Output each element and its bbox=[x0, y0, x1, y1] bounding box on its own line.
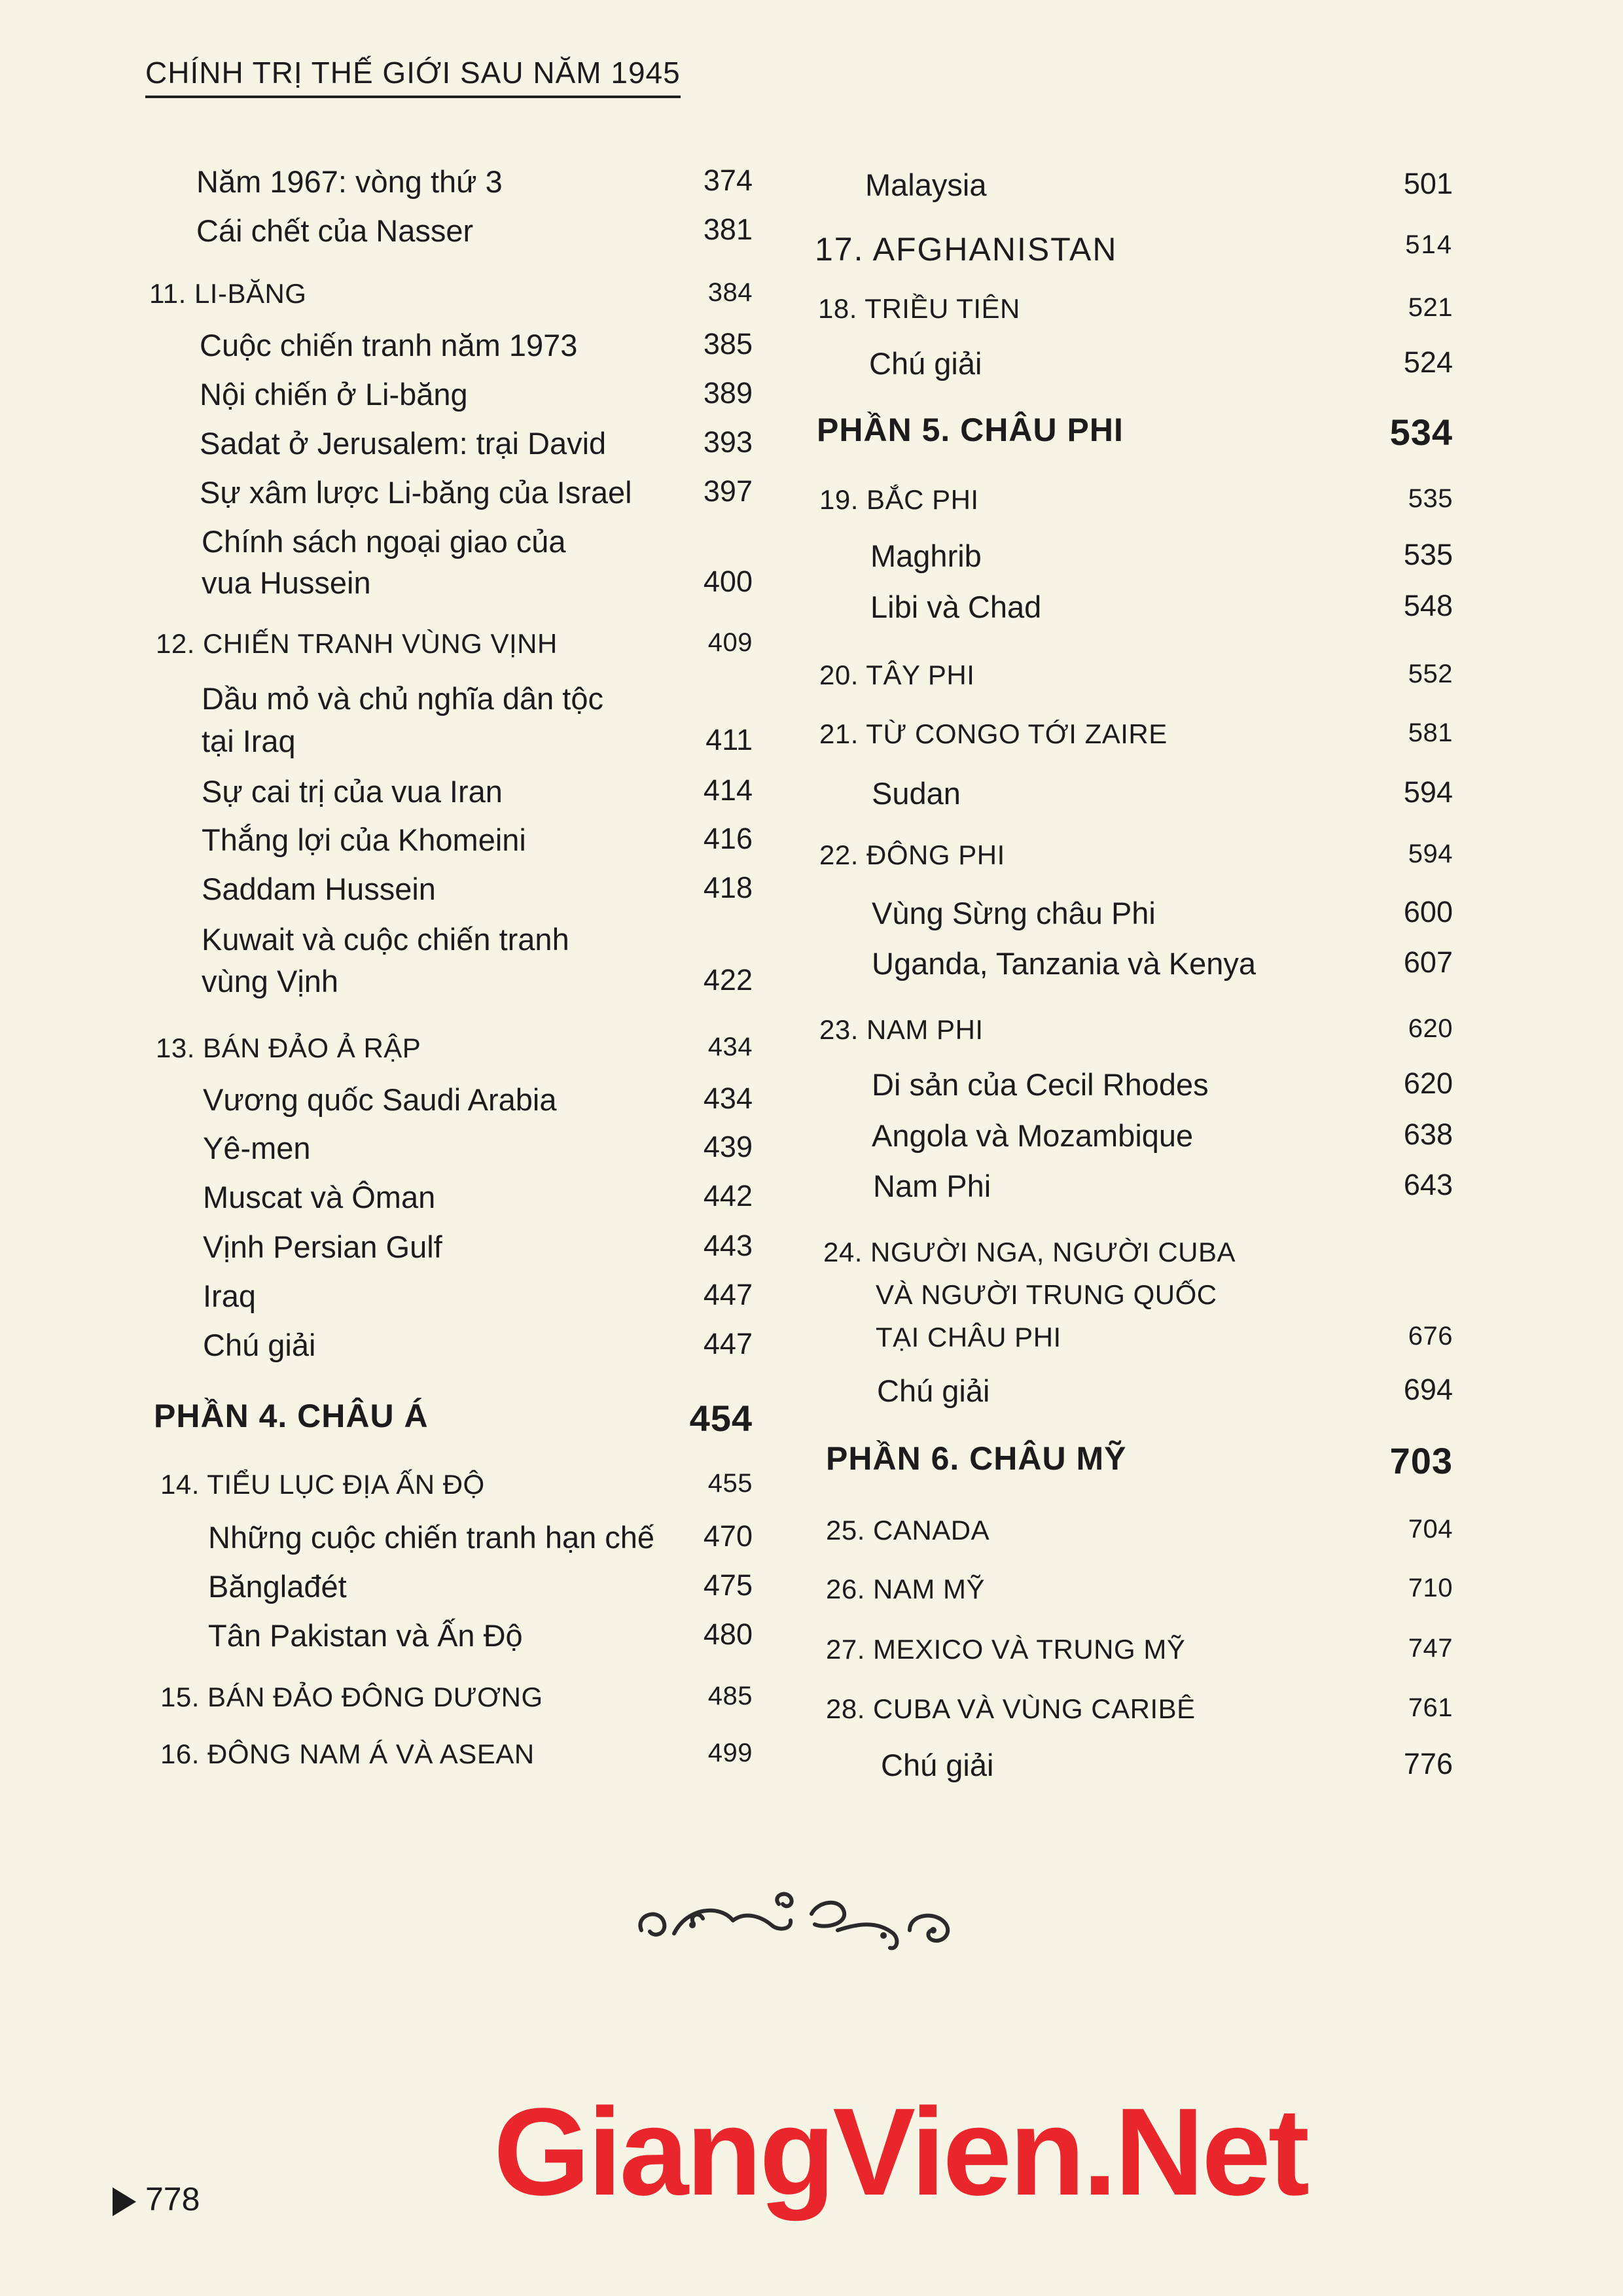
toc-page-number: 581 bbox=[1408, 718, 1453, 747]
toc-entry-title: 24. NGƯỜI NGA, NGƯỜI CUBA bbox=[823, 1237, 1236, 1267]
toc-entry bbox=[203, 1229, 753, 1265]
toc-entry-title: vua Hussein bbox=[202, 565, 371, 600]
toc-entry-title: Vùng Sừng châu Phi bbox=[872, 896, 1156, 930]
toc-entry-title: 25. CANADA bbox=[826, 1515, 990, 1545]
toc-entry-title: 28. CUBA VÀ VÙNG CARIBÊ bbox=[826, 1693, 1196, 1724]
toc-page-number: 409 bbox=[707, 628, 753, 657]
toc-page-number: 704 bbox=[1408, 1515, 1453, 1544]
toc-entry bbox=[208, 1568, 753, 1604]
toc-entry-title: 15. BÁN ĐẢO ĐÔNG DƯƠNG bbox=[160, 1682, 543, 1712]
toc-page-number: 485 bbox=[707, 1682, 753, 1710]
toc-page-number: 594 bbox=[1403, 775, 1453, 809]
toc-entry-title: VÀ NGƯỜI TRUNG QUỐC bbox=[876, 1279, 1217, 1310]
toc-entry bbox=[872, 945, 1453, 981]
toc-entry-title: Năm 1967: vòng thứ 3 bbox=[196, 164, 503, 199]
toc-page-number: 434 bbox=[703, 1082, 753, 1115]
toc-entry bbox=[872, 895, 1453, 931]
toc-entry-title: Kuwait và cuộc chiến tranh bbox=[202, 922, 569, 957]
toc-entry bbox=[202, 565, 753, 601]
decorative-flourish bbox=[622, 1884, 975, 1956]
toc-entry-title: PHẦN 5. CHÂU PHI bbox=[817, 412, 1124, 448]
triangle-icon bbox=[113, 2187, 136, 2216]
toc-page-number: 594 bbox=[1408, 839, 1453, 868]
toc-entry bbox=[881, 1747, 1453, 1783]
toc-entry-title: 12. CHIẾN TRANH VÙNG VỊNH bbox=[156, 628, 558, 659]
toc-chapter bbox=[156, 628, 753, 660]
toc-page-number: 454 bbox=[689, 1398, 753, 1439]
toc-page-number: 694 bbox=[1403, 1373, 1453, 1406]
toc-page-number: 475 bbox=[703, 1568, 753, 1602]
toc-entry-title: 21. TỪ CONGO TỚI ZAIRE bbox=[819, 718, 1168, 749]
toc-entry-title: Chú giải bbox=[203, 1328, 316, 1362]
toc-entry-title: Bănglađét bbox=[208, 1569, 347, 1604]
toc-entry-title: Angola và Mozambique bbox=[872, 1118, 1194, 1153]
toc-entry-title: Vịnh Persian Gulf bbox=[203, 1229, 442, 1264]
toc-entry bbox=[196, 164, 753, 200]
toc-page-number: 600 bbox=[1403, 895, 1453, 928]
toc-page-number: 552 bbox=[1408, 660, 1453, 688]
toc-entry-title: Libi và Chad bbox=[870, 590, 1042, 624]
toc-page-number: 620 bbox=[1403, 1067, 1453, 1100]
toc-chapter bbox=[819, 718, 1453, 750]
toc-page-number: 620 bbox=[1408, 1014, 1453, 1043]
toc-part-heading bbox=[817, 411, 1453, 453]
toc-chapter bbox=[826, 1634, 1453, 1665]
toc-page-number: 710 bbox=[1408, 1574, 1453, 1602]
running-header: CHÍNH TRỊ THẾ GIỚI SAU NĂM 1945 bbox=[145, 55, 681, 98]
toc-entry bbox=[208, 1519, 753, 1555]
toc-entry-title: Sadat ở Jerusalem: trại David bbox=[200, 426, 607, 461]
toc-entry bbox=[869, 345, 1453, 381]
toc-entry-title: 26. NAM MỸ bbox=[826, 1574, 986, 1604]
toc-page-number: 534 bbox=[1389, 412, 1453, 453]
toc-entry bbox=[203, 1327, 753, 1363]
toc-entry-title: Nam Phi bbox=[873, 1169, 991, 1203]
toc-entry bbox=[200, 376, 753, 412]
toc-page-number: 455 bbox=[707, 1469, 753, 1498]
toc-entry bbox=[873, 1168, 1453, 1204]
toc-page-number: 548 bbox=[1403, 589, 1453, 622]
toc-page-number: 703 bbox=[1389, 1440, 1453, 1481]
toc-entry bbox=[203, 1278, 753, 1314]
toc-chapter bbox=[876, 1322, 1453, 1353]
toc-entry bbox=[203, 1082, 753, 1118]
toc-entry-title: Di sản của Cecil Rhodes bbox=[872, 1067, 1209, 1102]
toc-entry-title: Chú giải bbox=[869, 346, 982, 381]
page-number-text: 778 bbox=[145, 2181, 200, 2217]
toc-entry-title: 14. TIỂU LỤC ĐỊA ẤN ĐỘ bbox=[160, 1469, 485, 1500]
toc-entry bbox=[202, 822, 753, 858]
toc-entry bbox=[202, 680, 603, 716]
toc-page-number: 480 bbox=[703, 1617, 753, 1651]
toc-page-number: 524 bbox=[1403, 345, 1453, 379]
toc-page-number: 393 bbox=[703, 425, 753, 459]
toc-page-number: 761 bbox=[1408, 1693, 1453, 1722]
toc-entry-title: Sudan bbox=[872, 776, 961, 811]
toc-entry-title: 20. TÂY PHI bbox=[819, 660, 975, 690]
toc-entry bbox=[872, 1067, 1453, 1103]
toc-entry-title: Chú giải bbox=[877, 1373, 990, 1408]
toc-entry-title: Yê-men bbox=[203, 1131, 311, 1165]
toc-entry-title: Muscat và Ôman bbox=[203, 1180, 436, 1214]
toc-chapter bbox=[819, 660, 1453, 691]
toc-chapter bbox=[876, 1279, 1217, 1311]
toc-page-number: 499 bbox=[707, 1739, 753, 1767]
toc-entry bbox=[202, 963, 753, 999]
toc-entry-title: 17. AFGHANISTAN bbox=[815, 231, 1118, 268]
toc-chapter bbox=[819, 484, 1453, 516]
toc-page-number: 776 bbox=[1403, 1747, 1453, 1780]
toc-entry-title: 27. MEXICO VÀ TRUNG MỸ bbox=[826, 1634, 1186, 1665]
toc-chapter bbox=[815, 230, 1453, 268]
toc-page-number: 447 bbox=[703, 1327, 753, 1360]
toc-entry-title: 19. BẮC PHI bbox=[819, 484, 979, 515]
toc-part-heading bbox=[154, 1397, 753, 1439]
toc-page-number: 411 bbox=[705, 723, 753, 756]
toc-page-number: 470 bbox=[703, 1519, 753, 1553]
toc-entry-title: 23. NAM PHI bbox=[819, 1014, 984, 1045]
toc-entry-title: 11. LI-BĂNG bbox=[149, 278, 307, 309]
toc-entry bbox=[208, 1617, 753, 1653]
toc-chapter bbox=[823, 1237, 1236, 1268]
toc-entry-title: Dầu mỏ và chủ nghĩa dân tộc bbox=[202, 681, 604, 716]
toc-page-number: 443 bbox=[703, 1229, 753, 1262]
toc-chapter bbox=[819, 1014, 1453, 1046]
page-number bbox=[113, 2180, 200, 2218]
toc-entry-title: Uganda, Tanzania và Kenya bbox=[872, 946, 1257, 981]
toc-entry bbox=[200, 425, 753, 461]
toc-page-number: 416 bbox=[703, 822, 753, 855]
toc-entry bbox=[872, 1118, 1453, 1154]
toc-entry-title: 16. ĐÔNG NAM Á VÀ ASEAN bbox=[160, 1739, 535, 1769]
toc-page-number: 447 bbox=[703, 1278, 753, 1311]
toc-page-number: 397 bbox=[703, 474, 753, 508]
toc-entry-title: 13. BÁN ĐẢO Ả RẬP bbox=[156, 1033, 421, 1063]
toc-page-number: 638 bbox=[1403, 1118, 1453, 1151]
toc-page-number: 439 bbox=[703, 1130, 753, 1163]
toc-entry-title: vùng Vịnh bbox=[202, 964, 339, 998]
toc-entry-title: Sự xâm lược Li-băng của Israel bbox=[200, 475, 632, 510]
toc-page-number: 676 bbox=[1408, 1322, 1453, 1351]
toc-page-number: 389 bbox=[703, 376, 753, 410]
toc-chapter bbox=[826, 1693, 1453, 1725]
toc-entry bbox=[865, 167, 1453, 203]
toc-page-number: 643 bbox=[1403, 1168, 1453, 1201]
toc-entry-title: Thắng lợi của Khomeini bbox=[202, 822, 526, 857]
toc-entry bbox=[203, 1179, 753, 1215]
toc-entry-title: Sự cai trị của vua Iran bbox=[202, 774, 503, 809]
toc-chapter bbox=[149, 278, 753, 309]
toc-page-number: 385 bbox=[703, 327, 753, 361]
toc-page-number: 535 bbox=[1403, 538, 1453, 571]
toc-entry-title: 18. TRIỀU TIÊN bbox=[818, 293, 1020, 324]
toc-page-number: 381 bbox=[703, 213, 753, 246]
toc-page-number: 414 bbox=[703, 773, 753, 807]
toc-page-number: 422 bbox=[703, 963, 753, 997]
toc-page-number: 374 bbox=[703, 164, 753, 197]
toc-entry bbox=[196, 213, 753, 249]
toc-entry-title: TẠI CHÂU PHI bbox=[876, 1322, 1061, 1352]
toc-chapter bbox=[156, 1033, 753, 1064]
toc-entry bbox=[870, 589, 1453, 625]
toc-entry bbox=[202, 773, 753, 809]
toc-entry bbox=[200, 474, 753, 510]
toc-page-number: 400 bbox=[703, 565, 753, 598]
toc-entry-title: Saddam Hussein bbox=[202, 872, 436, 906]
toc-entry-title: Chú giải bbox=[881, 1748, 994, 1782]
toc-entry bbox=[872, 775, 1453, 811]
toc-chapter bbox=[160, 1469, 753, 1500]
toc-entry bbox=[200, 327, 753, 363]
toc-entry bbox=[870, 538, 1453, 574]
toc-page-number: 418 bbox=[703, 871, 753, 904]
toc-entry-title: Iraq bbox=[203, 1279, 256, 1313]
toc-entry-title: Những cuộc chiến tranh hạn chế bbox=[208, 1520, 655, 1555]
toc-entry-title: Chính sách ngoại giao của bbox=[202, 524, 566, 559]
toc-entry-title: Maghrib bbox=[870, 539, 982, 573]
toc-entry-title: PHẦN 4. CHÂU Á bbox=[154, 1398, 429, 1434]
toc-entry bbox=[202, 921, 569, 957]
toc-entry bbox=[877, 1373, 1453, 1409]
toc-page-number: 434 bbox=[707, 1033, 753, 1061]
toc-page-number: 607 bbox=[1403, 945, 1453, 979]
toc-page-number: 514 bbox=[1405, 230, 1453, 259]
toc-chapter bbox=[826, 1515, 1453, 1546]
toc-page-number: 521 bbox=[1408, 293, 1453, 322]
toc-page-number: 442 bbox=[703, 1179, 753, 1212]
watermark-logo: GiangVien.Net bbox=[493, 2083, 1308, 2221]
toc-entry-title: Cuộc chiến tranh năm 1973 bbox=[200, 328, 578, 362]
toc-chapter bbox=[818, 293, 1453, 325]
toc-page-number: 747 bbox=[1408, 1634, 1453, 1663]
toc-entry bbox=[202, 871, 753, 907]
toc-chapter bbox=[160, 1682, 753, 1713]
toc-entry-title: Nội chiến ở Li-băng bbox=[200, 377, 468, 412]
toc-entry bbox=[202, 723, 753, 759]
toc-chapter bbox=[819, 839, 1453, 871]
toc-entry-title: Tân Pakistan và Ấn Độ bbox=[208, 1618, 523, 1653]
toc-entry-title: 22. ĐÔNG PHI bbox=[819, 839, 1005, 870]
toc-entry-title: Cái chết của Nasser bbox=[196, 213, 474, 248]
toc-entry-title: Malaysia bbox=[865, 168, 987, 202]
toc-entry-title: Vương quốc Saudi Arabia bbox=[203, 1082, 557, 1117]
toc-part-heading bbox=[826, 1439, 1453, 1481]
toc-entry-title: PHẦN 6. CHÂU MỸ bbox=[826, 1440, 1127, 1477]
toc-entry bbox=[203, 1130, 753, 1166]
toc-page-number: 535 bbox=[1408, 484, 1453, 513]
toc-chapter bbox=[826, 1574, 1453, 1605]
toc-page-number: 501 bbox=[1403, 167, 1453, 200]
toc-entry-title: tại Iraq bbox=[202, 724, 296, 758]
toc-entry bbox=[202, 523, 566, 559]
toc-page-number: 384 bbox=[707, 278, 753, 307]
toc-chapter bbox=[160, 1739, 753, 1770]
